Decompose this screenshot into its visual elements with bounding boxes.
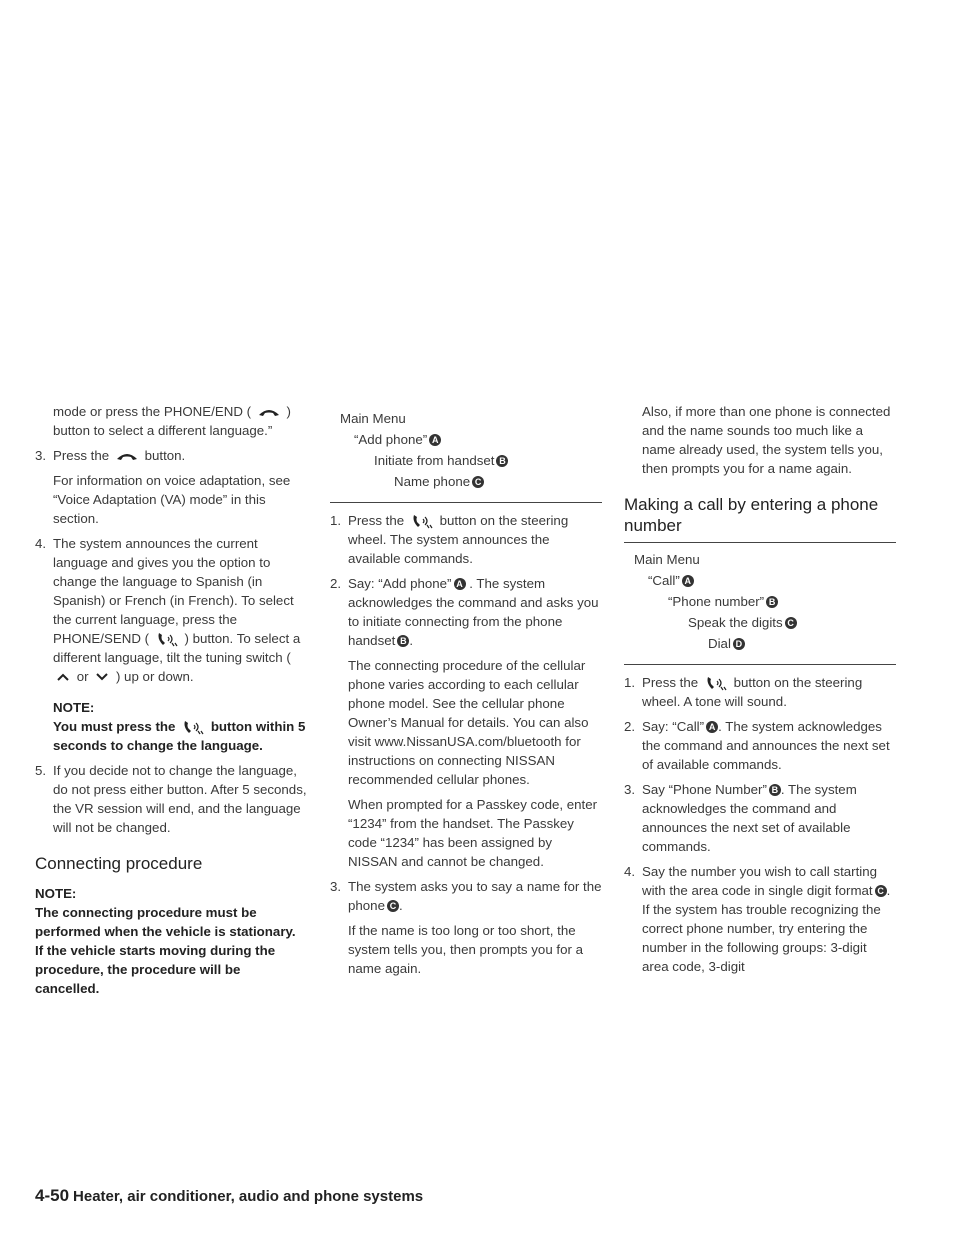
- callout-badge: A: [682, 575, 694, 587]
- callout-badge: B: [397, 635, 409, 647]
- step-3: 3. Press the button.: [35, 448, 186, 463]
- callout-badge: C: [875, 885, 887, 897]
- step-2: 2. Say: “Add phone” A . The system acknowledges the command and asks you to initiate connecting from the phone handset B .: [330, 576, 599, 648]
- callout-badge: B: [769, 784, 781, 796]
- menu-tree-add-phone: [330, 402, 602, 503]
- chevron-up-icon: [56, 672, 70, 682]
- column-1: [35, 402, 307, 998]
- connecting-info: The connecting procedure of the cellular phone varies according to each cellular phone model. See the cellular phone Owner’s Manual for details. You can also visit www.NissanUSA.com/bluetooth for instructions on connecting NISSAN recommended cellular phones.: [348, 658, 589, 787]
- callout-badge: B: [766, 596, 778, 608]
- step-5: 5. If you decide not to change the language, do not press either button. After 5 seconds, the VR session will end, and the language will not be changed.: [35, 763, 307, 835]
- column-3: [624, 402, 896, 976]
- note-block: [35, 698, 307, 755]
- step-1: 1. Press the button on the steering wheel. The system announces the available commands.: [330, 513, 569, 566]
- chevron-down-icon: [95, 672, 109, 682]
- callout-badge: C: [387, 900, 399, 912]
- page-number: 4-50: [35, 1186, 70, 1205]
- menu-tree-call: [624, 542, 896, 665]
- callout-badge: A: [454, 578, 466, 590]
- note-body: You must press the button within 5 seconds to change the language.: [53, 719, 306, 753]
- callout-badge: A: [706, 721, 718, 733]
- step-2: 2. Say: “Call” A . The system acknowledges the command and announces the next set of available commands.: [624, 719, 890, 772]
- callout-badge: C: [472, 476, 484, 488]
- step-4: 4. Say the number you wish to call starting with the area code in single digit format C . If the system has trouble recognizing the correct phone number, try entering the number in the following groups: 3-digit area code, 3-digit: [624, 864, 891, 974]
- chapter-title: Heater, air conditioner, audio and phone systems: [73, 1188, 424, 1205]
- menu-item: “Call” A: [634, 570, 896, 591]
- menu-item: Dial D: [634, 633, 896, 654]
- phone-end-icon: [116, 451, 138, 461]
- voice-adaptation-info: For information on voice adaptation, see “Voice Adaptation (VA) mode” in this section.: [53, 473, 291, 526]
- note-heading: NOTE:: [53, 700, 95, 715]
- phone-end-icon: [258, 407, 280, 417]
- note2-body: The connecting procedure must be performed when the vehicle is stationary. If the vehicle starts moving during the procedure, the procedure will be cancelled.: [35, 905, 296, 996]
- section-heading-making-call: Making a call by entering a phone number: [624, 495, 879, 535]
- phone-talk-icon: [156, 631, 178, 647]
- phone-talk-icon: [411, 513, 433, 529]
- name-length-info: If the name is too long or too short, the system tells you, then prompts you for a name again.: [348, 923, 584, 976]
- step-1: 1. Press the button on the steering wheel. A tone will sound.: [624, 675, 863, 709]
- callout-badge: C: [785, 617, 797, 629]
- callout-badge: D: [733, 638, 745, 650]
- phone-talk-icon: [705, 675, 727, 691]
- section-heading-connecting: Connecting procedure: [35, 854, 203, 873]
- menu-item: Initiate from handset B: [340, 450, 602, 471]
- menu-item: Speak the digits C: [634, 612, 896, 633]
- callout-badge: A: [429, 434, 441, 446]
- continued-text: mode or press the PHONE/END ( ) button to select a different language.”: [53, 404, 291, 438]
- passkey-info: When prompted for a Passkey code, enter “1234” from the handset. The Passkey code “1234” has been assigned by NISSAN and cannot be changed.: [348, 797, 598, 869]
- menu-root: Main Menu: [340, 411, 406, 426]
- step-3: 3. The system asks you to say a name for the phone C .: [330, 879, 602, 913]
- column-2: [330, 402, 602, 978]
- page-footer: [35, 1186, 423, 1206]
- continued-text: Also, if more than one phone is connected and the name sounds too much like a name already used, the system tells you, then prompts you for a name again.: [642, 404, 891, 476]
- phone-talk-icon: [182, 719, 204, 735]
- step-3: 3. Say “Phone Number” B . The system acknowledges the command and announces the next set of available commands.: [624, 782, 857, 854]
- menu-item: “Phone number” B: [634, 591, 896, 612]
- menu-item: Name phone C: [340, 471, 602, 492]
- note2-heading: NOTE:: [35, 886, 77, 901]
- menu-root: Main Menu: [634, 552, 700, 567]
- step-4: 4. The system announces the current language and gives you the option to change the language to Spanish (in Spanish) or French (in French). To select the current language, press the PHONE/SEND ( ) button. To select a different language, tilt the tuning switch ( or ) up or down.: [35, 536, 301, 684]
- menu-item: “Add phone” A: [340, 429, 602, 450]
- callout-badge: B: [496, 455, 508, 467]
